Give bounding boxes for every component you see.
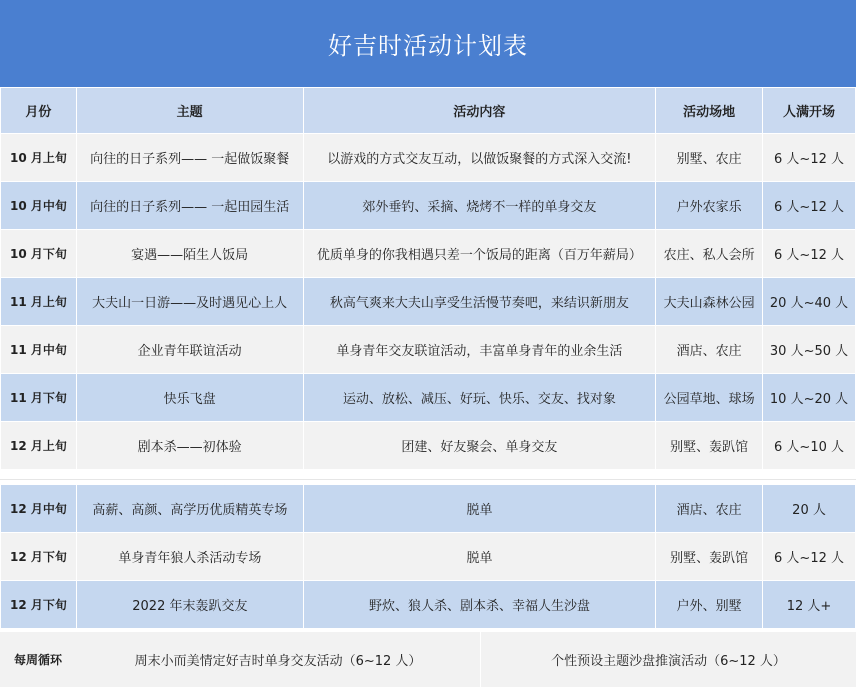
cell-month: 12 月下旬 — [1, 533, 77, 581]
cell-theme: 2022 年末轰趴交友 — [76, 581, 303, 629]
table-row — [1, 278, 856, 326]
cell-size: 6 人~12 人 — [763, 533, 856, 581]
table-row — [1, 533, 856, 581]
cell-venue: 户外农家乐 — [656, 182, 763, 230]
plan-table — [0, 87, 856, 470]
cell-venue: 大夫山森林公园 — [656, 278, 763, 326]
cell-theme: 宴遇——陌生人饭局 — [76, 230, 303, 278]
cell-month: 11 月下旬 — [1, 374, 77, 422]
cell-size: 6 人~10 人 — [763, 422, 856, 470]
table-row — [1, 422, 856, 470]
cell-size: 6 人~12 人 — [763, 182, 856, 230]
table-row — [1, 182, 856, 230]
cell-content: 秋高气爽来大夫山享受生活慢节奏吧，来结识新朋友 — [303, 278, 656, 326]
cell-content: 单身青年交友联谊活动，丰富单身青年的业余生活 — [303, 326, 656, 374]
cell-theme: 企业青年联谊活动 — [76, 326, 303, 374]
cell-venue: 酒店、农庄 — [656, 485, 763, 533]
weekly-activity-1: 周末小而美情定好吉时单身交友活动（6~12 人） — [134, 654, 422, 669]
weekly-cycle-row — [0, 632, 856, 687]
section-divider — [0, 479, 856, 480]
cell-size: 20 人~40 人 — [763, 278, 856, 326]
cell-venue: 别墅、轰趴馆 — [656, 422, 763, 470]
cell-size: 12 人+ — [763, 581, 856, 629]
table-row — [1, 581, 856, 629]
table-row — [1, 485, 856, 533]
cell-month: 12 月下旬 — [1, 581, 77, 629]
cell-theme: 向往的日子系列—— 一起做饭聚餐 — [76, 134, 303, 182]
table-header-row — [1, 88, 856, 134]
cell-month: 12 月上旬 — [1, 422, 77, 470]
cell-content: 以游戏的方式交友互动，以做饭聚餐的方式深入交流! — [303, 134, 656, 182]
cell-size: 20 人 — [763, 485, 856, 533]
cell-month: 12 月中旬 — [1, 485, 77, 533]
cell-size: 10 人~20 人 — [763, 374, 856, 422]
cell-content: 团建、好友聚会、单身交友 — [303, 422, 656, 470]
cell-month: 10 月中旬 — [1, 182, 77, 230]
cell-theme: 单身青年狼人杀活动专场 — [76, 533, 303, 581]
cell-content: 优质单身的你我相遇只差一个饭局的距离（百万年薪局） — [303, 230, 656, 278]
plan-table-continued — [0, 484, 856, 629]
cell-venue: 户外、别墅 — [656, 581, 763, 629]
cell-theme: 高薪、高颜、高学历优质精英专场 — [76, 485, 303, 533]
table-row — [1, 374, 856, 422]
cell-content: 运动、放松、减压、好玩、快乐、交友、找对象 — [303, 374, 656, 422]
cell-month: 10 月上旬 — [1, 134, 77, 182]
cell-month: 11 月上旬 — [1, 278, 77, 326]
cell-theme: 剧本杀——初体验 — [76, 422, 303, 470]
header-theme: 主题 — [76, 88, 303, 134]
cell-theme: 向往的日子系列—— 一起田园生活 — [76, 182, 303, 230]
cell-content: 脱单 — [303, 533, 655, 581]
cell-theme: 大夫山一日游——及时遇见心上人 — [76, 278, 303, 326]
cell-theme: 快乐飞盘 — [76, 374, 303, 422]
cell-size: 6 人~12 人 — [763, 134, 856, 182]
cell-venue: 别墅、农庄 — [656, 134, 763, 182]
page-title: 好吉时活动计划表 — [0, 0, 856, 87]
cell-month: 10 月下旬 — [1, 230, 77, 278]
weekly-activity-2: 个性预设主题沙盘推演活动（6~12 人） — [551, 654, 786, 669]
table-row — [1, 326, 856, 374]
table-row — [1, 134, 856, 182]
cell-size: 6 人~12 人 — [763, 230, 856, 278]
cell-venue: 农庄、私人会所 — [656, 230, 763, 278]
cell-content: 郊外垂钓、采摘、烧烤不一样的单身交友 — [303, 182, 656, 230]
cell-month: 11 月中旬 — [1, 326, 77, 374]
cell-content: 野炊、狼人杀、剧本杀、幸福人生沙盘 — [303, 581, 655, 629]
header-venue: 活动场地 — [656, 88, 763, 134]
cell-venue: 酒店、农庄 — [656, 326, 763, 374]
cell-content: 脱单 — [303, 485, 655, 533]
cell-venue: 别墅、轰趴馆 — [656, 533, 763, 581]
header-month: 月份 — [1, 88, 77, 134]
header-content: 活动内容 — [303, 88, 656, 134]
cell-size: 30 人~50 人 — [763, 326, 856, 374]
table-row — [1, 230, 856, 278]
cell-venue: 公园草地、球场 — [656, 374, 763, 422]
header-size: 人满开场 — [763, 88, 856, 134]
weekly-label: 每周循环 — [13, 653, 62, 667]
